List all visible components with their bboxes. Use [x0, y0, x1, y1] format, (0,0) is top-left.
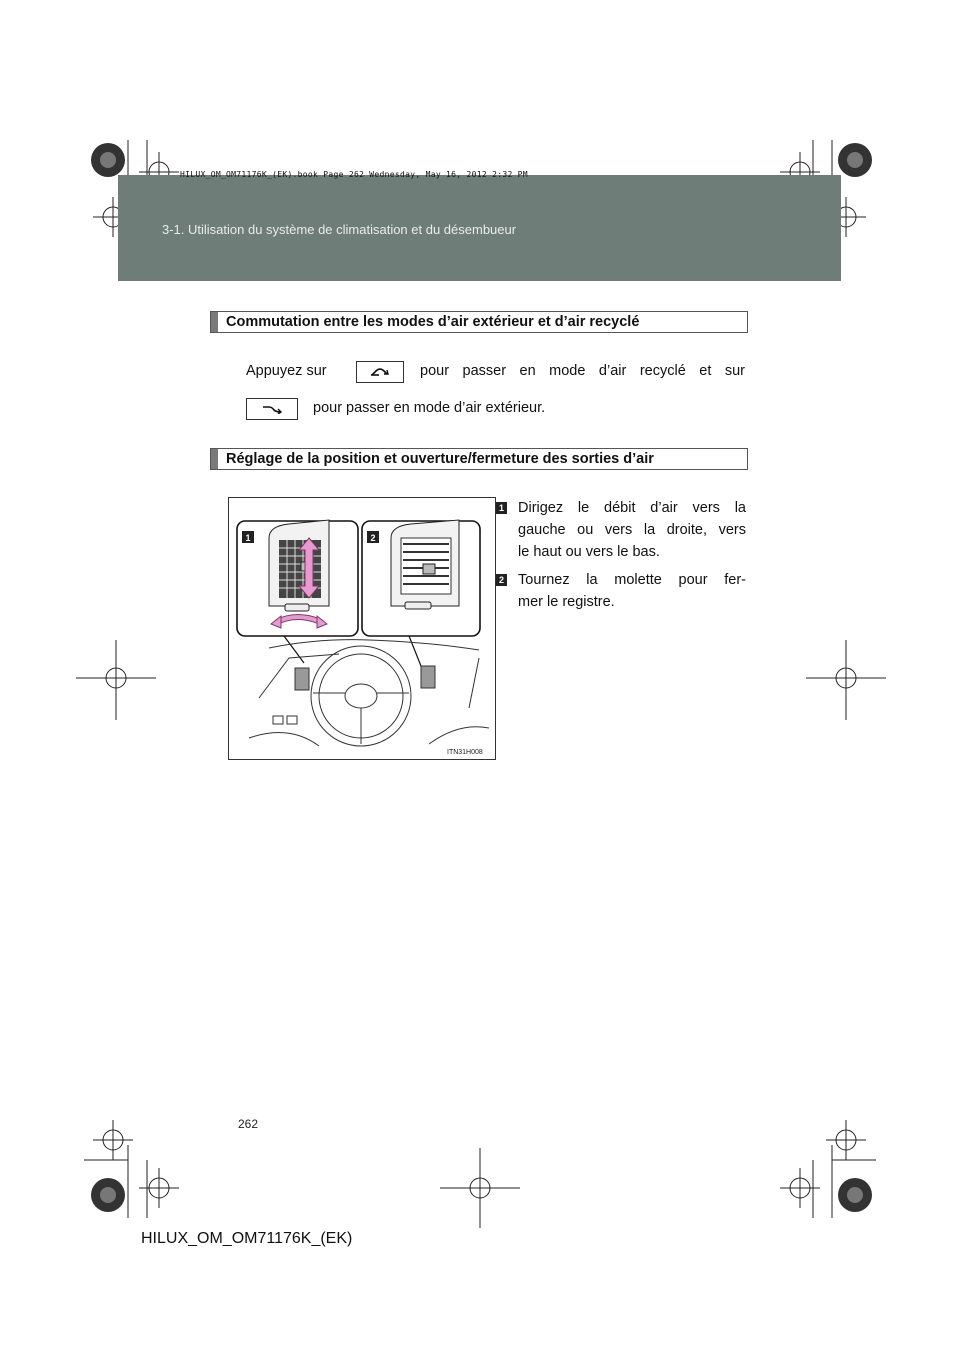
figure-code: ITN31H008 [447, 749, 483, 756]
instruction-suffix: pour passer en mode d’air recyclé et sur [420, 363, 745, 379]
footer-manual-code: HILUX_OM_OM71176K_(EK) [141, 1230, 353, 1247]
vent-illustration [228, 497, 496, 760]
instruction-line2: pour passer en mode d’air extérieur. [313, 400, 546, 416]
heading-bar [211, 449, 218, 469]
section-heading-vents [210, 448, 748, 470]
step-2-text [518, 569, 746, 613]
step-1-line-2: gauche ou vers la droite, vers [518, 522, 746, 538]
outside-air-button-symbol [246, 398, 298, 420]
step-2-line-2: mer le registre. [518, 594, 615, 610]
step-1-text [518, 497, 746, 563]
page-number: 262 [238, 1117, 259, 1131]
step-1-number: 1 [496, 502, 507, 514]
breadcrumb: 3-1. Utilisation du système de climatisation et du désembueur [162, 222, 517, 237]
callout-2-label: 2 [370, 533, 376, 543]
step-1-line-3: le haut ou vers le bas. [518, 544, 660, 560]
section-title: Commutation entre les modes d’air extérieur et d’air recyclé [226, 314, 640, 330]
instruction-prefix: Appuyez sur [246, 363, 327, 379]
section-title: Réglage de la position et ouverture/fermeture des sorties d’air [226, 451, 654, 467]
step-2-number: 2 [496, 574, 507, 586]
air-recirculation-icon [369, 367, 391, 377]
callout-1-label: 1 [245, 533, 251, 543]
heading-bar [211, 312, 218, 332]
step-2-line-1: Tournez la molette pour fer- [518, 572, 746, 588]
step-1-line-1: Dirigez le débit d’air vers la [518, 500, 746, 516]
outside-air-icon [261, 404, 283, 414]
book-info-line: HILUX_OM_OM71176K_(EK).book Page 262 Wednesday, May 16, 2012 2:32 PM [180, 170, 528, 179]
section-heading-air-mode [210, 311, 748, 333]
dashboard-drawing [229, 498, 495, 759]
recirculation-button-symbol [356, 361, 404, 383]
